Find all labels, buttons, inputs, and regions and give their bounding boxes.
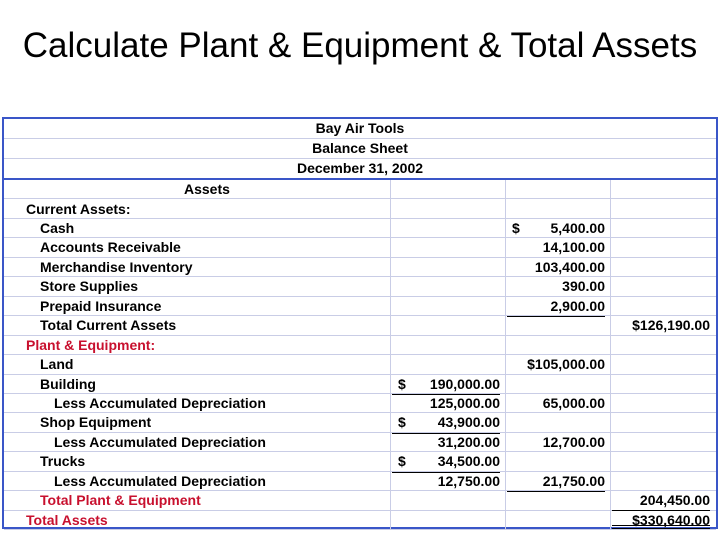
row-label: Less Accumulated Depreciation xyxy=(54,395,266,411)
assets-heading-row xyxy=(4,180,716,199)
amount-cell: 103,400.00 xyxy=(534,258,605,275)
table-row xyxy=(4,238,716,257)
table-row xyxy=(4,219,716,238)
row-label: Merchandise Inventory xyxy=(40,258,193,275)
statement-date: December 31, 2002 xyxy=(296,160,424,176)
underline-rule xyxy=(392,394,500,395)
underline-rule xyxy=(392,472,500,473)
row-label: Building xyxy=(40,375,96,392)
row-label: Total Plant & Equipment xyxy=(40,492,201,509)
row-label: Store Supplies xyxy=(40,278,139,295)
row-label: Less Accumulated Depreciation xyxy=(54,433,266,450)
dollar-sign: $ xyxy=(398,453,406,470)
table-row xyxy=(4,277,716,296)
amount-cell: 12,750.00 xyxy=(437,472,500,489)
table-row xyxy=(4,297,716,316)
table-row xyxy=(4,355,716,374)
table-row xyxy=(4,316,716,335)
row-label: Cash xyxy=(40,219,75,236)
table-row xyxy=(4,511,716,530)
amount-cell: 14,100.00 xyxy=(542,239,605,256)
table-row xyxy=(4,394,716,413)
amount-cell: 2,900.00 xyxy=(550,297,605,314)
table-row xyxy=(4,452,716,471)
row-label: Trucks xyxy=(40,453,86,470)
amount-cell: 190,000.00 xyxy=(429,375,500,392)
row-label: Plant & Equipment: xyxy=(26,336,156,353)
row-label: Accounts Receivable xyxy=(40,239,181,256)
table-row xyxy=(4,433,716,452)
row-label: Total Assets xyxy=(26,511,108,528)
double-underline xyxy=(612,525,710,529)
amount-cell: 31,200.00 xyxy=(437,433,500,450)
amount-cell: 34,500.00 xyxy=(437,453,500,470)
balance-sheet xyxy=(2,117,718,529)
amount-cell: $126,190.00 xyxy=(632,317,710,334)
amount-cell: 204,450.00 xyxy=(639,492,710,509)
statement-name: Balance Sheet xyxy=(4,139,716,159)
row-label: Shop Equipment xyxy=(40,414,152,431)
assets-heading: Assets xyxy=(184,181,230,197)
table-row xyxy=(4,200,716,219)
amount-cell: 390.00 xyxy=(562,278,605,295)
table-row xyxy=(4,472,716,491)
table-row xyxy=(4,258,716,277)
amount-cell: $330,640.00 xyxy=(632,511,710,528)
table-row xyxy=(4,413,716,432)
row-label: Prepaid Insurance xyxy=(40,297,162,314)
table-row xyxy=(4,491,716,510)
dollar-sign: $ xyxy=(398,414,406,431)
underline-rule xyxy=(507,491,605,492)
row-label: Land xyxy=(40,356,74,373)
row-label: Less Accumulated Depreciation xyxy=(54,472,266,489)
table-row xyxy=(4,375,716,394)
company-name: Bay Air Tools xyxy=(4,119,716,139)
row-label: Total Current Assets xyxy=(40,317,177,334)
amount-cell: 43,900.00 xyxy=(437,414,500,431)
row-label: Current Assets: xyxy=(26,200,131,217)
dollar-sign: $ xyxy=(398,375,406,392)
amount-cell: 12,700.00 xyxy=(542,433,605,450)
underline-rule xyxy=(507,316,605,317)
amount-cell: 125,000.00 xyxy=(429,395,500,411)
underline-rule xyxy=(392,433,500,434)
amount-cell: 5,400.00 xyxy=(550,219,605,236)
amount-cell: 65,000.00 xyxy=(542,395,605,411)
underline-rule xyxy=(612,510,710,511)
amount-cell: 21,750.00 xyxy=(542,472,605,489)
slide-title: Calculate Plant & Equipment & Total Assets xyxy=(22,26,698,65)
table-row xyxy=(4,336,716,355)
dollar-sign: $ xyxy=(512,219,520,236)
amount-cell: $105,000.00 xyxy=(527,356,605,373)
